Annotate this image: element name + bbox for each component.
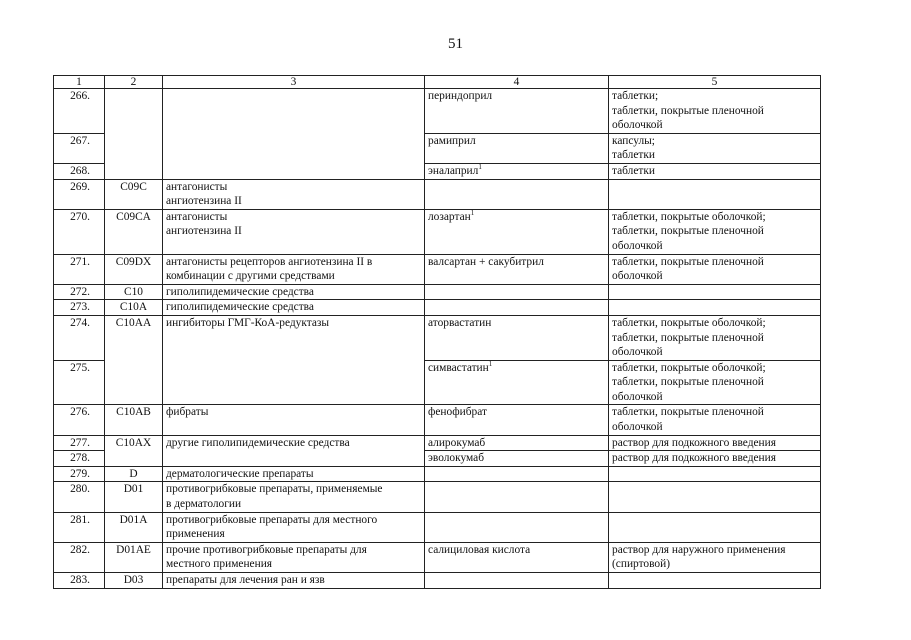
- atc-code: C10AX: [105, 435, 163, 466]
- dosage-form: раствор для подкожного введения: [609, 435, 821, 451]
- group-name: противогрибковые препараты, применяемые в дерматологии: [163, 482, 425, 512]
- drug-name: рамиприл: [425, 133, 609, 163]
- column-header: 3: [163, 76, 425, 89]
- row-number: 277.: [54, 435, 105, 451]
- row-number: 282.: [54, 542, 105, 572]
- drug-name: алирокумаб: [425, 435, 609, 451]
- atc-code: D01A: [105, 512, 163, 542]
- group-name: противогрибковые препараты для местного применения: [163, 512, 425, 542]
- drug-name: лозартан$^1$: [425, 209, 609, 254]
- drug-name: [425, 573, 609, 589]
- group-name-cell: [163, 89, 425, 180]
- dosage-form: [609, 482, 821, 512]
- dosage-form: таблетки; таблетки, покрытые пленочной оболочкой: [609, 89, 821, 134]
- drug-name: [425, 300, 609, 316]
- atc-code: D: [105, 466, 163, 482]
- group-name: гиполипидемические средства: [163, 300, 425, 316]
- column-header: 5: [609, 76, 821, 89]
- row-number: 273.: [54, 300, 105, 316]
- row-number: 281.: [54, 512, 105, 542]
- drug-name: эналаприл$^1$: [425, 163, 609, 179]
- table-row: [54, 405, 821, 435]
- row-number: 279.: [54, 466, 105, 482]
- drug-name: [425, 466, 609, 482]
- atc-code: D01: [105, 482, 163, 512]
- dosage-form: [609, 284, 821, 300]
- drug-name: [425, 482, 609, 512]
- drug-name: [425, 284, 609, 300]
- atc-code: C09DX: [105, 254, 163, 284]
- row-number: 280.: [54, 482, 105, 512]
- row-number: 275.: [54, 360, 105, 405]
- column-header: 2: [105, 76, 163, 89]
- table-header-row: [54, 76, 821, 89]
- footnote-marker: 1: [470, 209, 475, 217]
- dosage-form: таблетки, покрытые оболочкой; таблетки, покрытые пленочной оболочкой: [609, 360, 821, 405]
- group-name: фибраты: [163, 405, 425, 435]
- drug-name: салициловая кислота: [425, 542, 609, 572]
- drug-name: [425, 512, 609, 542]
- dosage-form: таблетки, покрытые пленочной оболочкой: [609, 254, 821, 284]
- row-number: 276.: [54, 405, 105, 435]
- group-name: дерматологические препараты: [163, 466, 425, 482]
- group-name: ингибиторы ГМГ-КоА-редуктазы: [163, 315, 425, 405]
- group-name: прочие противогрибковые препараты для местного применения: [163, 542, 425, 572]
- dosage-form: [609, 512, 821, 542]
- group-name: гиполипидемические средства: [163, 284, 425, 300]
- dosage-form: таблетки: [609, 163, 821, 179]
- atc-code-cell: [105, 89, 163, 180]
- table-row: [54, 284, 821, 300]
- column-header: 1: [54, 76, 105, 89]
- atc-code: C09CA: [105, 209, 163, 254]
- drug-name: валсартан + сакубитрил: [425, 254, 609, 284]
- dosage-form: таблетки, покрытые оболочкой; таблетки, покрытые пленочной оболочкой: [609, 315, 821, 360]
- dosage-form: капсулы; таблетки: [609, 133, 821, 163]
- table-row: [54, 435, 821, 451]
- column-header: 4: [425, 76, 609, 89]
- page-number: 51: [448, 36, 463, 52]
- table-row: [54, 254, 821, 284]
- atc-code: C10A: [105, 300, 163, 316]
- row-number: 270.: [54, 209, 105, 254]
- drug-name: фенофибрат: [425, 405, 609, 435]
- table-row: [54, 573, 821, 589]
- table-row: [54, 89, 821, 134]
- row-number: 271.: [54, 254, 105, 284]
- drug-name: периндоприл: [425, 89, 609, 134]
- drug-name: симвастатин$^1$: [425, 360, 609, 405]
- drug-name: [425, 179, 609, 209]
- row-number: 272.: [54, 284, 105, 300]
- table-row: [54, 300, 821, 316]
- row-number: 274.: [54, 315, 105, 360]
- medicines-table: [53, 75, 821, 589]
- drug-name: эволокумаб: [425, 451, 609, 467]
- dosage-form: раствор для наружного применения (спиртовой): [609, 542, 821, 572]
- drug-name: аторвастатин: [425, 315, 609, 360]
- dosage-form: таблетки, покрытые оболочкой; таблетки, покрытые пленочной оболочкой: [609, 209, 821, 254]
- dosage-form: раствор для подкожного введения: [609, 451, 821, 467]
- row-number: 267.: [54, 133, 105, 163]
- atc-code: C10AB: [105, 405, 163, 435]
- table-row: [54, 466, 821, 482]
- row-number: 283.: [54, 573, 105, 589]
- row-number: 268.: [54, 163, 105, 179]
- atc-code: C10AA: [105, 315, 163, 405]
- row-number: 278.: [54, 451, 105, 467]
- dosage-form: [609, 179, 821, 209]
- footnote-marker: 1: [478, 163, 482, 172]
- footnote-marker: 1: [488, 360, 493, 368]
- group-name: антагонисты ангиотензина II: [163, 209, 425, 254]
- row-number: 266.: [54, 89, 105, 134]
- table-row: [54, 512, 821, 542]
- group-name: препараты для лечения ран и язв: [163, 573, 425, 589]
- dosage-form: [609, 300, 821, 316]
- dosage-form: таблетки, покрытые пленочной оболочкой: [609, 405, 821, 435]
- group-name: другие гиполипидемические средства: [163, 435, 425, 466]
- atc-code: C10: [105, 284, 163, 300]
- group-name: антагонисты ангиотензина II: [163, 179, 425, 209]
- atc-code: D01AE: [105, 542, 163, 572]
- table-row: [54, 209, 821, 254]
- dosage-form: [609, 573, 821, 589]
- atc-code: D03: [105, 573, 163, 589]
- atc-code: C09C: [105, 179, 163, 209]
- table-row: [54, 482, 821, 512]
- dosage-form: [609, 466, 821, 482]
- table-row: [54, 315, 821, 360]
- row-number: 269.: [54, 179, 105, 209]
- table-row: [54, 179, 821, 209]
- group-name: антагонисты рецепторов ангиотензина II в комбинации с другими средствами: [163, 254, 425, 284]
- table-row: [54, 542, 821, 572]
